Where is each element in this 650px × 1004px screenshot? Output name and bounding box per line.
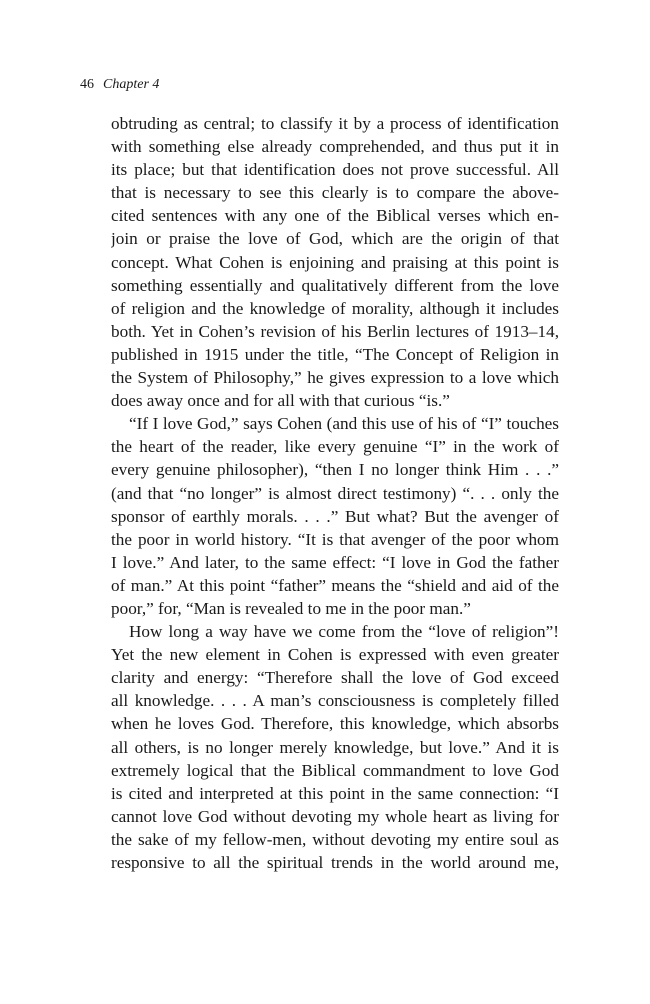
text-line: I love.” And later, to the same effect: “I love in God the father: [111, 552, 559, 572]
text-line: with something else already comprehended, and thus put it in: [111, 137, 559, 157]
text-line: all others, is no longer merely knowledge, but love.” And it is: [111, 737, 559, 757]
text-line: cannot love God without devoting my whole heart as living for: [111, 806, 559, 826]
text-line: all knowledge. . . . A man’s consciousness is completely filled: [111, 691, 559, 711]
chapter-title: Chapter 4: [103, 77, 160, 92]
text-line: of man.” At this point “father” means the “shield and aid of the: [111, 575, 559, 595]
text-line: Yet the new element in Cohen is expressed with even greater: [111, 645, 559, 665]
text-line: something essentially and qualitatively different from the love: [111, 275, 559, 295]
text-line: How long a way have we come from the “love of religion”!: [129, 622, 559, 642]
text-line: published in 1915 under the title, “The Concept of Religion in: [111, 344, 559, 364]
text-line: responsive to all the spiritual trends in the world around me,: [111, 853, 559, 872]
text-line: poor,” for, “Man is revealed to me in the poor man.”: [111, 598, 471, 618]
page-number: 46: [80, 77, 94, 92]
text-line: “If I love God,” says Cohen (and this use of his of “I” touches: [129, 414, 559, 434]
text-line: (and that “no longer” is almost direct testimony) “. . . only the: [111, 483, 559, 503]
text-line: does away once and for all with that curious “is.”: [111, 391, 450, 411]
text-line: cited sentences with any one of the Biblical verses which en-: [111, 206, 559, 226]
text-line: join or praise the love of God, which are the origin of that: [111, 229, 559, 249]
text-line: extremely logical that the Biblical commandment to love God: [111, 760, 559, 780]
text-line: the System of Philosophy,” he gives expression to a love which: [111, 368, 559, 388]
text-line: the poor in world history. “It is that avenger of the poor whom: [111, 529, 559, 549]
body-text: [111, 112, 559, 874]
running-head: [80, 76, 159, 94]
text-line: of religion and the knowledge of morality, although it includes: [111, 298, 559, 318]
text-line: the heart of the reader, like every genuine “I” in the work of: [111, 437, 559, 457]
text-line: when he loves God. Therefore, this knowledge, which absorbs: [111, 714, 559, 734]
text-line: sponsor of earthly morals. . . .” But what? But the avenger of: [111, 506, 559, 526]
text-line: the sake of my fellow-men, without devoting my entire soul as: [111, 829, 559, 849]
text-line: clarity and energy: “Therefore shall the love of God exceed: [111, 668, 559, 688]
text-line: obtruding as central; to classify it by a process of identification: [111, 114, 559, 133]
text-line: its place; but that identification does not prove successful. All: [111, 160, 559, 180]
text-line: every genuine philosopher), “then I no longer think Him . . .”: [111, 460, 559, 480]
text-line: is cited and interpreted at this point in the same connection: “I: [111, 783, 559, 803]
text-line: that is necessary to see this clearly is to compare the above-: [111, 183, 559, 203]
text-line: both. Yet in Cohen’s revision of his Berlin lectures of 1913–14,: [111, 321, 559, 341]
text-line: concept. What Cohen is enjoining and praising at this point is: [111, 252, 559, 272]
